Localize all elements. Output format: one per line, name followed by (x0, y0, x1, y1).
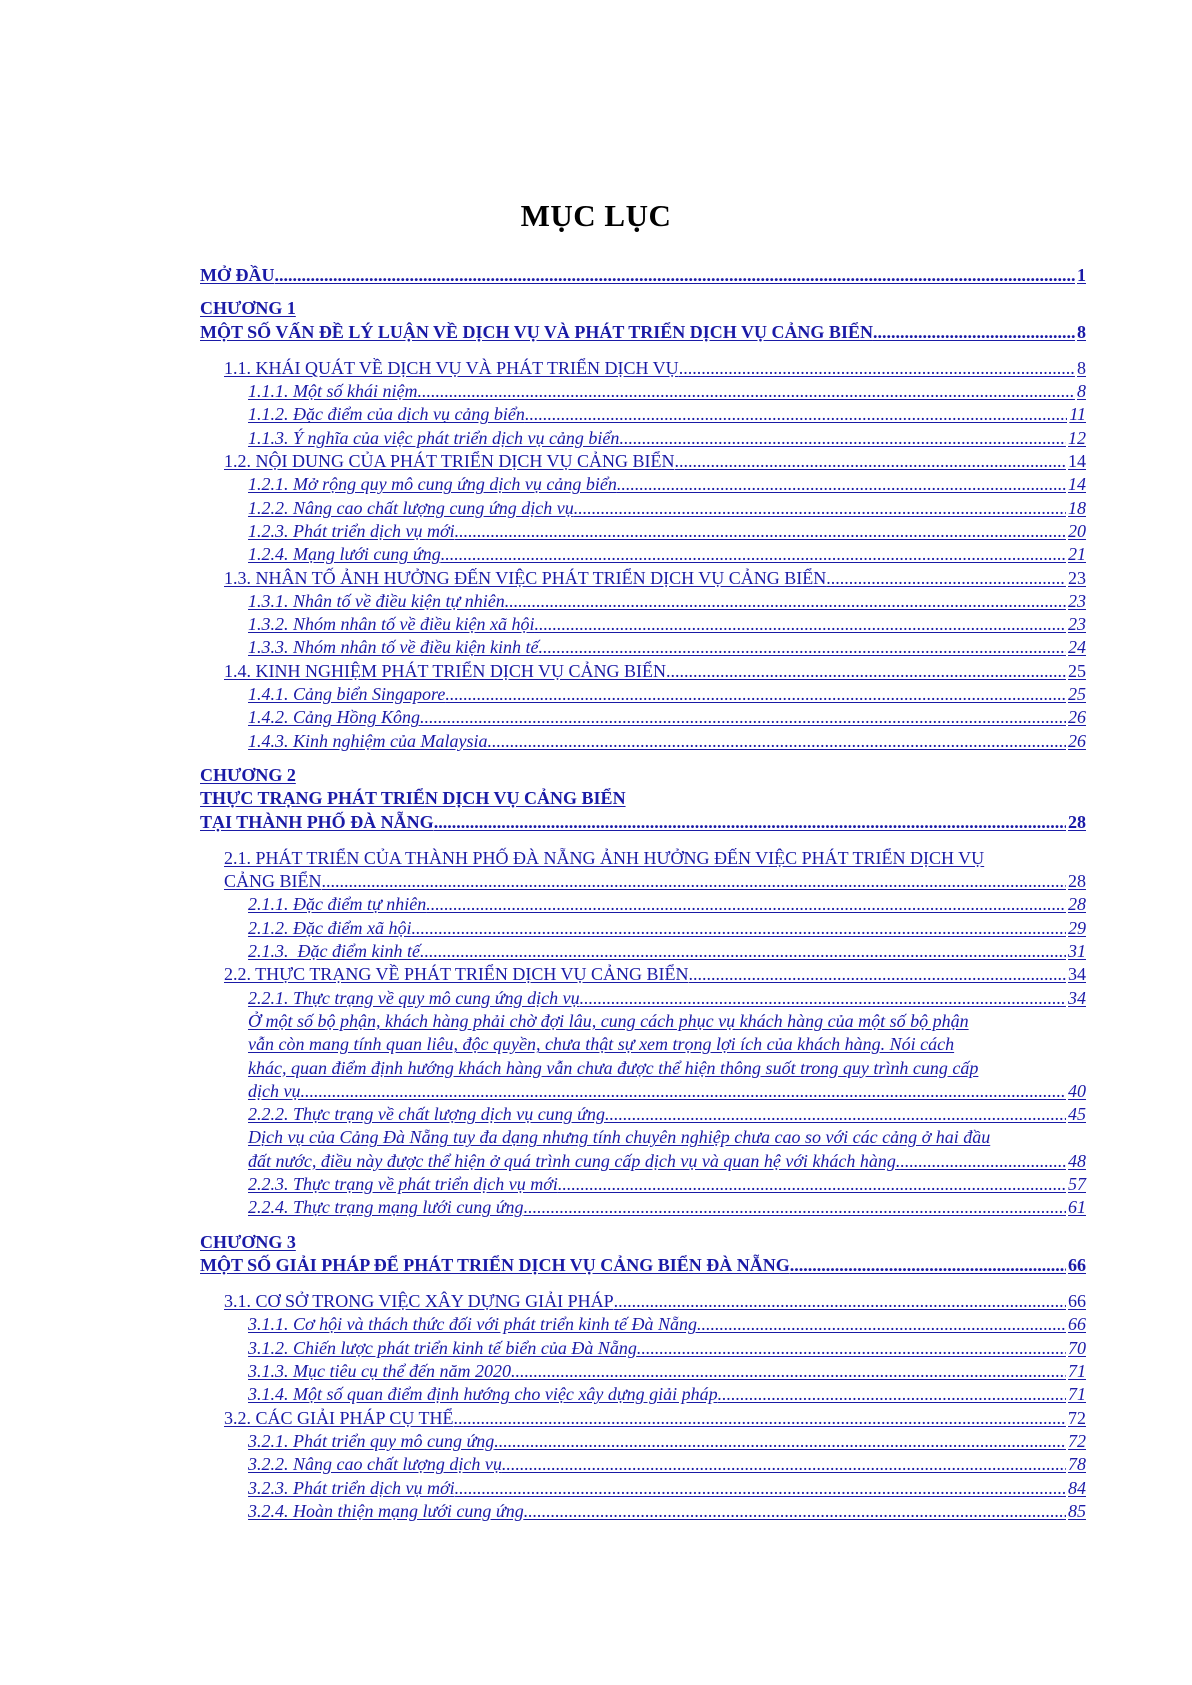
toc-page-number: 1 (1077, 265, 1086, 285)
toc-entry-text: 3.1.2. Chiến lược phát triển kinh tế biển của Đà Nẵng (248, 1337, 637, 1358)
dot-leader (675, 450, 1066, 473)
toc-entry-text: TẠI THÀNH PHỐ ĐÀ NẴNG (200, 811, 434, 832)
toc-entry-text: 1.2.4. Mạng lưới cung ứng (248, 544, 441, 565)
toc-page-number: 72 (1068, 1407, 1086, 1428)
dot-leader (790, 1254, 1066, 1277)
toc-page-number: 28 (1068, 894, 1086, 915)
toc-entry-1-3[interactable] (200, 567, 1086, 590)
dot-leader (505, 590, 1066, 613)
toc-entry-2-1-line1[interactable]: 2.1. PHÁT TRIỂN CỦA THÀNH PHỐ ĐÀ NẴNG ẢNH HƯỞNG ĐẾN VIỆC PHÁT TRIỂN DỊCH VỤ (224, 847, 985, 868)
toc-entry-text: 3.1. CƠ SỞ TRONG VIỆC XÂY DỰNG GIẢI PHÁP (224, 1291, 614, 1312)
toc-entry-3-1-4[interactable] (200, 1383, 1086, 1406)
dot-leader (275, 264, 1076, 287)
toc-page-number: 40 (1068, 1080, 1086, 1101)
dot-leader (574, 497, 1066, 520)
toc-entry-1-1[interactable] (200, 357, 1086, 380)
toc-page-number: 8 (1077, 381, 1086, 402)
chapter-2-heading-line2[interactable] (200, 811, 1086, 834)
toc-page-number: 71 (1068, 1361, 1086, 1382)
toc-entry-1-4[interactable] (200, 660, 1086, 683)
toc-entry-text: đất nước, điều này được thể hiện ở quá trình cung cấp dịch vụ và quan hệ với khách hàng. (248, 1150, 901, 1171)
toc-page-number: 34 (1068, 964, 1086, 985)
dot-leader (826, 567, 1066, 590)
dot-leader (558, 1173, 1066, 1196)
toc-entry-1-2-4[interactable] (200, 543, 1086, 566)
toc-entry-intro[interactable] (200, 264, 1086, 287)
toc-entry-text: 1.4.2. Cảng Hồng Kông (248, 707, 421, 728)
toc-page-number: 61 (1068, 1197, 1086, 1218)
toc-entry-1-4-3[interactable] (200, 730, 1086, 753)
toc-paragraph-2-end[interactable] (200, 1150, 1086, 1173)
toc-entry-3-2-3[interactable] (200, 1477, 1086, 1500)
chapter-1-label[interactable]: CHƯƠNG 1 (200, 298, 296, 319)
toc-entry-text: dịch vụ (248, 1080, 301, 1101)
toc-page-number: 66 (1068, 1314, 1086, 1335)
dot-leader (525, 403, 1067, 426)
toc-page-number: 28 (1068, 871, 1086, 892)
toc-entry-1-2[interactable] (200, 450, 1086, 473)
dot-leader (300, 1080, 1066, 1103)
toc-entry-text: 2.2.3. Thực trạng về phát triển dịch vụ mới (248, 1173, 558, 1194)
toc-page-number: 23 (1068, 567, 1086, 588)
toc-page-number: 28 (1068, 811, 1086, 832)
toc-page-number: 23 (1068, 590, 1086, 611)
toc-entry-text: 2.2.4. Thực trạng mạng lưới cung ứng (248, 1197, 524, 1218)
dot-leader (689, 963, 1067, 986)
dot-leader (420, 940, 1066, 963)
toc-page-number: 11 (1069, 404, 1086, 425)
toc-entry-text: MỘT SỐ VẤN ĐỀ LÝ LUẬN VỀ DỊCH VỤ VÀ PHÁT TRIỂN DỊCH VỤ CẢNG BIỂN (200, 321, 873, 342)
toc-page-number: 48 (1068, 1150, 1086, 1171)
dot-leader (487, 730, 1066, 753)
toc-entry-text: 1.2.1. Mở rộng quy mô cung ứng dịch vụ cảng biển (248, 474, 617, 495)
toc-page-number: 26 (1068, 707, 1086, 728)
toc-entry-3-1-3[interactable] (200, 1360, 1086, 1383)
dot-leader (697, 1313, 1066, 1336)
dot-leader (580, 987, 1066, 1010)
toc-entry-1-4-1[interactable] (200, 683, 1086, 706)
toc-entry-1-1-1[interactable] (200, 380, 1086, 403)
toc-entry-1-2-3[interactable] (200, 520, 1086, 543)
dot-leader (524, 1196, 1066, 1219)
toc-page-number: 26 (1068, 730, 1086, 751)
toc-entry-text: 3.2.1. Phát triển quy mô cung ứng (248, 1430, 495, 1451)
chapter-2-heading-line1[interactable]: THỰC TRẠNG PHÁT TRIỂN DỊCH VỤ CẢNG BIỂN (200, 788, 626, 809)
toc-entry-text: 1.3.3. Nhóm nhân tố về điều kiện kinh tế (248, 637, 539, 658)
toc-page-number: 24 (1068, 637, 1086, 658)
toc-page-number: 71 (1068, 1384, 1086, 1405)
toc-page-number: 25 (1068, 660, 1086, 681)
dot-leader (434, 811, 1066, 834)
dot-leader (617, 473, 1066, 496)
dot-leader (411, 917, 1066, 940)
toc-entry-text: 1.4.3. Kinh nghiệm của Malaysia (248, 730, 488, 751)
toc-paragraph-2-line1[interactable]: Dịch vụ của Cảng Đà Nẵng tuy đa dạng nhưng tính chuyên nghiệp chưa cao so với các cảng ở hai đầu (248, 1127, 991, 1148)
dot-leader (441, 543, 1066, 566)
dot-leader (417, 380, 1075, 403)
toc-page-number: 25 (1068, 684, 1086, 705)
toc-entry-text: 2.1.1. Đặc điểm tự nhiên (248, 894, 427, 915)
toc-entry-1-2-2[interactable] (200, 497, 1086, 520)
dot-leader (873, 321, 1075, 344)
toc-entry-2-2-2[interactable] (200, 1103, 1086, 1126)
dot-leader (534, 613, 1066, 636)
toc-entry-text: 2.1.3. Đặc điểm kinh tế (248, 941, 420, 962)
toc-entry-text: 1.3.2. Nhóm nhân tố về điều kiện xã hội (248, 614, 535, 635)
toc-page-number: 57 (1068, 1173, 1086, 1194)
toc-entry-3-1[interactable] (200, 1290, 1086, 1313)
toc-page-number: 29 (1068, 917, 1086, 938)
dot-leader (614, 1290, 1066, 1313)
toc-entry-2-1-3[interactable] (200, 940, 1086, 963)
toc-paragraph-1-line2[interactable]: vẫn còn mang tính quan liêu, độc quyền, chưa thật sự xem trọng lợi ích của khách hàng. Nói cách (248, 1034, 955, 1055)
toc-page-number: 66 (1068, 1254, 1086, 1275)
toc-paragraph-1-line3[interactable]: khác, quan điểm định hướng khách hàng vẫn chưa được thể hiện thông suốt trong quy trình cung cấp (248, 1057, 979, 1078)
chapter-3-label[interactable]: CHƯƠNG 3 (200, 1231, 296, 1252)
dot-leader (322, 870, 1067, 893)
toc-entry-text: MỘT SỐ GIẢI PHÁP ĐỂ PHÁT TRIỂN DỊCH VỤ CẢNG BIỂN ĐÀ NẴNG (200, 1254, 790, 1275)
dot-leader (538, 636, 1066, 659)
table-of-contents (200, 264, 1086, 1523)
toc-entry-text: 1.1.2. Đặc điểm của dịch vụ cảng biển (248, 404, 525, 425)
toc-entry-text: 1.3. NHÂN TỐ ẢNH HƯỞNG ĐẾN VIỆC PHÁT TRIỂN DỊCH VỤ CẢNG BIỂN (224, 567, 827, 588)
toc-page-number: 78 (1068, 1454, 1086, 1475)
dot-leader (619, 427, 1066, 450)
toc-page-number: 8 (1077, 321, 1086, 342)
toc-page-number: 21 (1068, 544, 1086, 565)
toc-entry-2-1-2[interactable] (200, 917, 1086, 940)
toc-entry-text: 2.2. THỰC TRẠNG VỀ PHÁT TRIỂN DỊCH VỤ CẢNG BIỂN (224, 964, 689, 985)
toc-entry-1-3-3[interactable] (200, 636, 1086, 659)
chapter-2-label[interactable]: CHƯƠNG 2 (200, 764, 296, 785)
dot-leader (494, 1430, 1066, 1453)
toc-entry-1-4-2[interactable] (200, 706, 1086, 729)
toc-page-number: 70 (1068, 1337, 1086, 1358)
toc-page-number: 85 (1068, 1500, 1086, 1521)
toc-entry-text: 3.2.4. Hoàn thiện mạng lưới cung ứng (248, 1500, 524, 1521)
toc-page-number: 66 (1068, 1291, 1086, 1312)
dot-leader (511, 1360, 1066, 1383)
toc-page-number: 34 (1068, 987, 1086, 1008)
chapter-1-heading[interactable] (200, 321, 1086, 344)
toc-entry-text: 3.2. CÁC GIẢI PHÁP CỤ THỂ (224, 1407, 454, 1428)
toc-entry-text: 1.1. KHÁI QUÁT VỀ DỊCH VỤ VÀ PHÁT TRIỂN DỊCH VỤ (224, 357, 679, 378)
dot-leader (666, 660, 1066, 683)
toc-entry-text: 1.3.1. Nhân tố về điều kiện tự nhiên (248, 590, 505, 611)
toc-entry-3-2-4[interactable] (200, 1500, 1086, 1523)
toc-paragraph-1-line1[interactable]: Ở một số bộ phận, khách hàng phải chờ đợi lâu, cung cách phục vụ khách hàng của một số bộ phận (248, 1010, 969, 1031)
toc-entry-text: 1.2. NỘI DUNG CỦA PHÁT TRIỂN DỊCH VỤ CẢNG BIỂN (224, 451, 675, 472)
toc-entry-2-2-1[interactable] (200, 987, 1086, 1010)
dot-leader (455, 1477, 1066, 1500)
toc-entry-text: 1.2.2. Nâng cao chất lượng cung ứng dịch vụ (248, 497, 574, 518)
toc-entry-3-1-1[interactable] (200, 1313, 1086, 1336)
toc-entry-text: MỞ ĐẦU (200, 265, 275, 285)
toc-entry-2-1-line2[interactable] (200, 870, 1086, 893)
dot-leader (605, 1103, 1066, 1126)
dot-leader (718, 1383, 1066, 1406)
toc-page-number: 72 (1068, 1430, 1086, 1451)
toc-entry-3-2-2[interactable] (200, 1453, 1086, 1476)
toc-entry-text: 2.2.2. Thực trạng về chất lượng dịch vụ cung ứng (248, 1104, 606, 1125)
toc-entry-text: 2.1.2. Đặc điểm xã hội (248, 917, 412, 938)
toc-entry-1-2-1[interactable] (200, 473, 1086, 496)
toc-entry-text: 3.1.4. Một số quan điểm định hướng cho việc xây dựng giải pháp (248, 1384, 718, 1405)
dot-leader (454, 1407, 1066, 1430)
toc-entry-1-1-3[interactable] (200, 427, 1086, 450)
toc-entry-2-2[interactable] (200, 963, 1086, 986)
dot-leader (524, 1500, 1066, 1523)
dot-leader (502, 1453, 1066, 1476)
dot-leader (679, 357, 1075, 380)
toc-entry-text: 1.4. KINH NGHIỆM PHÁT TRIỂN DỊCH VỤ CẢNG BIỂN (224, 660, 666, 681)
toc-entry-2-2-3[interactable] (200, 1173, 1086, 1196)
dot-leader (900, 1150, 1066, 1173)
dot-leader (426, 893, 1066, 916)
toc-entry-3-2[interactable] (200, 1407, 1086, 1430)
toc-page-number: 23 (1068, 614, 1086, 635)
chapter-3-heading[interactable] (200, 1254, 1086, 1277)
toc-page-number: 14 (1068, 474, 1086, 495)
toc-entry-text: 3.1.1. Cơ hội và thách thức đối với phát triển kinh tế Đà Nẵng (248, 1314, 697, 1335)
toc-paragraph-1-end[interactable] (200, 1080, 1086, 1103)
toc-entry-3-1-2[interactable] (200, 1337, 1086, 1360)
dot-leader (445, 683, 1066, 706)
toc-entry-text: 1.2.3. Phát triển dịch vụ mới (248, 520, 455, 541)
toc-entry-2-1-1[interactable] (200, 893, 1086, 916)
toc-entry-text: 3.1.3. Mục tiêu cụ thể đến năm 2020 (248, 1361, 511, 1382)
toc-entry-text: 2.2.1. Thực trạng về quy mô cung ứng dịch vụ (248, 987, 580, 1008)
toc-entry-text: 1.1.1. Một số khái niệm (248, 381, 418, 402)
toc-page-number: 45 (1068, 1104, 1086, 1125)
dot-leader (455, 520, 1066, 543)
toc-entry-1-1-2[interactable] (200, 403, 1086, 426)
dot-leader (637, 1337, 1066, 1360)
toc-entry-text: 1.4.1. Cảng biển Singapore (248, 684, 446, 705)
toc-page-number: 20 (1068, 520, 1086, 541)
toc-entry-1-3-1[interactable] (200, 590, 1086, 613)
toc-entry-text: 3.2.2. Nâng cao chất lượng dịch vụ (248, 1454, 502, 1475)
toc-entry-1-3-2[interactable] (200, 613, 1086, 636)
toc-entry-2-2-4[interactable] (200, 1196, 1086, 1219)
toc-page-number: 84 (1068, 1477, 1086, 1498)
toc-page-number: 12 (1068, 427, 1086, 448)
toc-page-number: 18 (1068, 497, 1086, 518)
toc-entry-text: 1.1.3. Ý nghĩa của việc phát triển dịch vụ cảng biển (248, 427, 620, 448)
toc-entry-3-2-1[interactable] (200, 1430, 1086, 1453)
page-title: MỤC LỤC (520, 198, 672, 233)
toc-page-number: 8 (1077, 357, 1086, 378)
toc-page-number: 14 (1068, 451, 1086, 472)
toc-entry-text: CẢNG BIỂN (224, 871, 322, 892)
dot-leader (420, 706, 1066, 729)
toc-page-number: 31 (1068, 941, 1086, 962)
toc-entry-text: 3.2.3. Phát triển dịch vụ mới (248, 1477, 455, 1498)
